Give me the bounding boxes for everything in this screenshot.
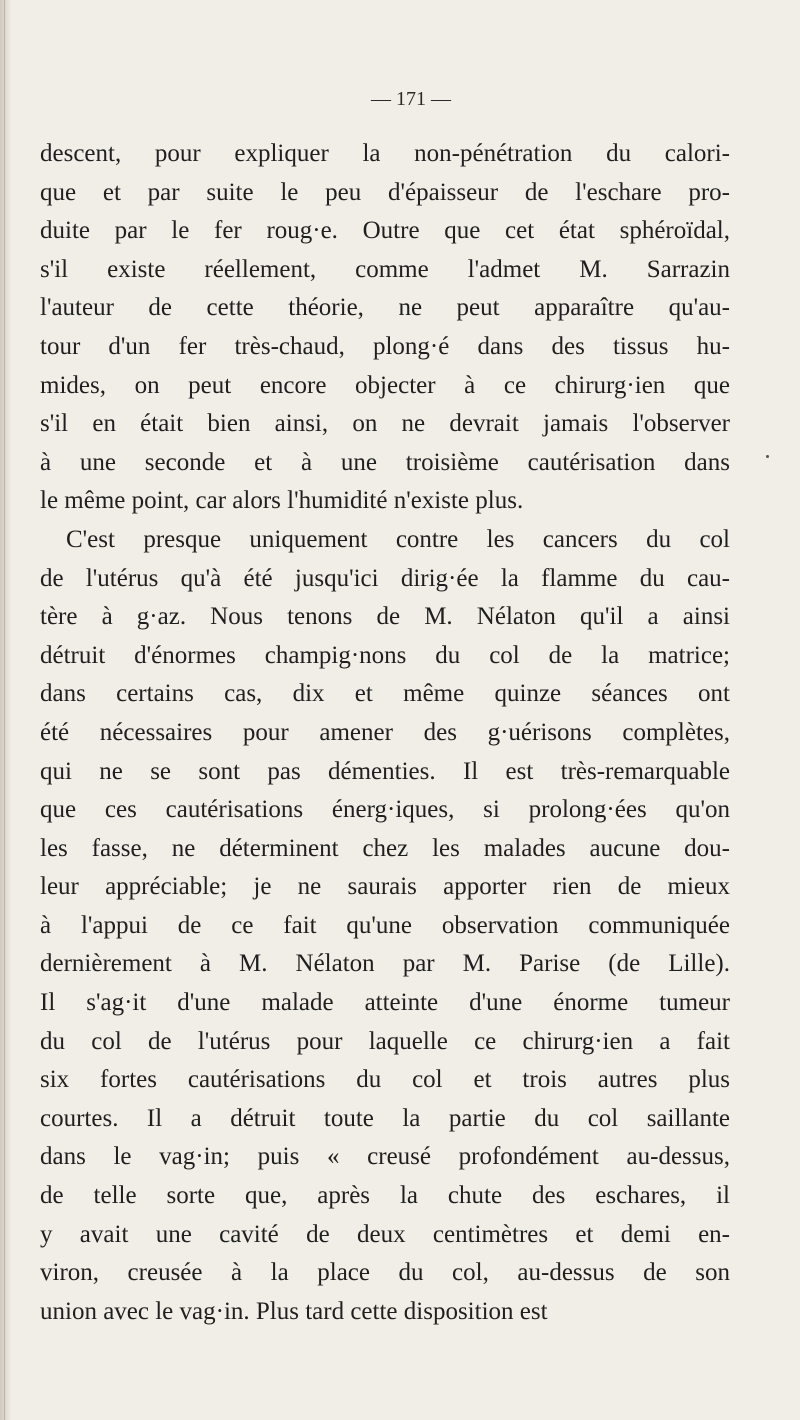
text-line: Il s'ag·it d'une malade atteinte d'une énorme tumeur (40, 989, 730, 1017)
text-line: union avec le vag·in. Plus tard cette disposition est (40, 1297, 548, 1325)
text-line: que ces cautérisations énerg·iques, si prolong·ées qu'on (40, 796, 730, 824)
text-line: tère à g·az. Nous tenons de M. Nélaton qu'il a ainsi (40, 603, 730, 631)
text-line: l'auteur de cette théorie, ne peut apparaître qu'au- (40, 294, 730, 322)
text-line: du col de l'utérus pour laquelle ce chirurg·ien a fait (40, 1027, 730, 1055)
text-line: C'est presque uniquement contre les cancers du col (66, 525, 730, 553)
text-line: duite par le fer roug·e. Outre que cet état sphéroïdal, (40, 217, 730, 245)
text-line: tour d'un fer très-chaud, plong·é dans des tissus hu- (40, 332, 730, 360)
text-line: s'il en était bien ainsi, on ne devrait jamais l'observer (40, 410, 730, 438)
gutter-line (4, 0, 5, 1420)
text-line: été nécessaires pour amener des g·uérisons complètes, (40, 718, 730, 746)
text-line: qui ne se sont pas démenties. Il est très-remarquable (40, 757, 730, 785)
text-line: détruit d'énormes champig·nons du col de la matrice; (40, 641, 730, 669)
text-line: y avait une cavité de deux centimètres et demi en- (40, 1220, 730, 1248)
body-text (40, 135, 730, 1331)
text-line: viron, creusée à la place du col, au-dessus de son (40, 1259, 730, 1287)
ink-speck (766, 455, 769, 458)
text-line: que et par suite le peu d'épaisseur de l'eschare pro- (40, 178, 730, 206)
text-line: s'il existe réellement, comme l'admet M. Sarrazin (40, 255, 730, 283)
text-line: leur appréciable; je ne saurais apporter rien de mieux (40, 873, 730, 901)
text-line: six fortes cautérisations du col et trois autres plus (40, 1066, 730, 1094)
text-line: dans certains cas, dix et même quinze séances ont (40, 680, 730, 708)
text-line: descent, pour expliquer la non-pénétration du calori- (40, 140, 730, 167)
page-gutter (0, 0, 12, 1420)
text-line: dans le vag·in; puis « creusé profondément au-dessus, (40, 1143, 730, 1171)
text-line: mides, on peut encore objecter à ce chirurg·ien que (40, 371, 730, 399)
page-number: — 171 — (371, 88, 451, 110)
text-line: de telle sorte que, après la chute des eschares, il (40, 1182, 730, 1210)
text-line: à une seconde et à une troisième cautérisation dans (40, 448, 730, 476)
text-line: à l'appui de ce fait qu'une observation communiquée (40, 911, 730, 939)
text-line: courtes. Il a détruit toute la partie du col saillante (40, 1104, 730, 1132)
text-line: dernièrement à M. Nélaton par M. Parise (de Lille). (40, 950, 730, 978)
text-line: les fasse, ne déterminent chez les malades aucune dou- (40, 834, 730, 862)
text-line: de l'utérus qu'à été jusqu'ici dirig·ée la flamme du cau- (40, 564, 730, 592)
text-line: le même point, car alors l'humidité n'existe plus. (40, 487, 524, 515)
